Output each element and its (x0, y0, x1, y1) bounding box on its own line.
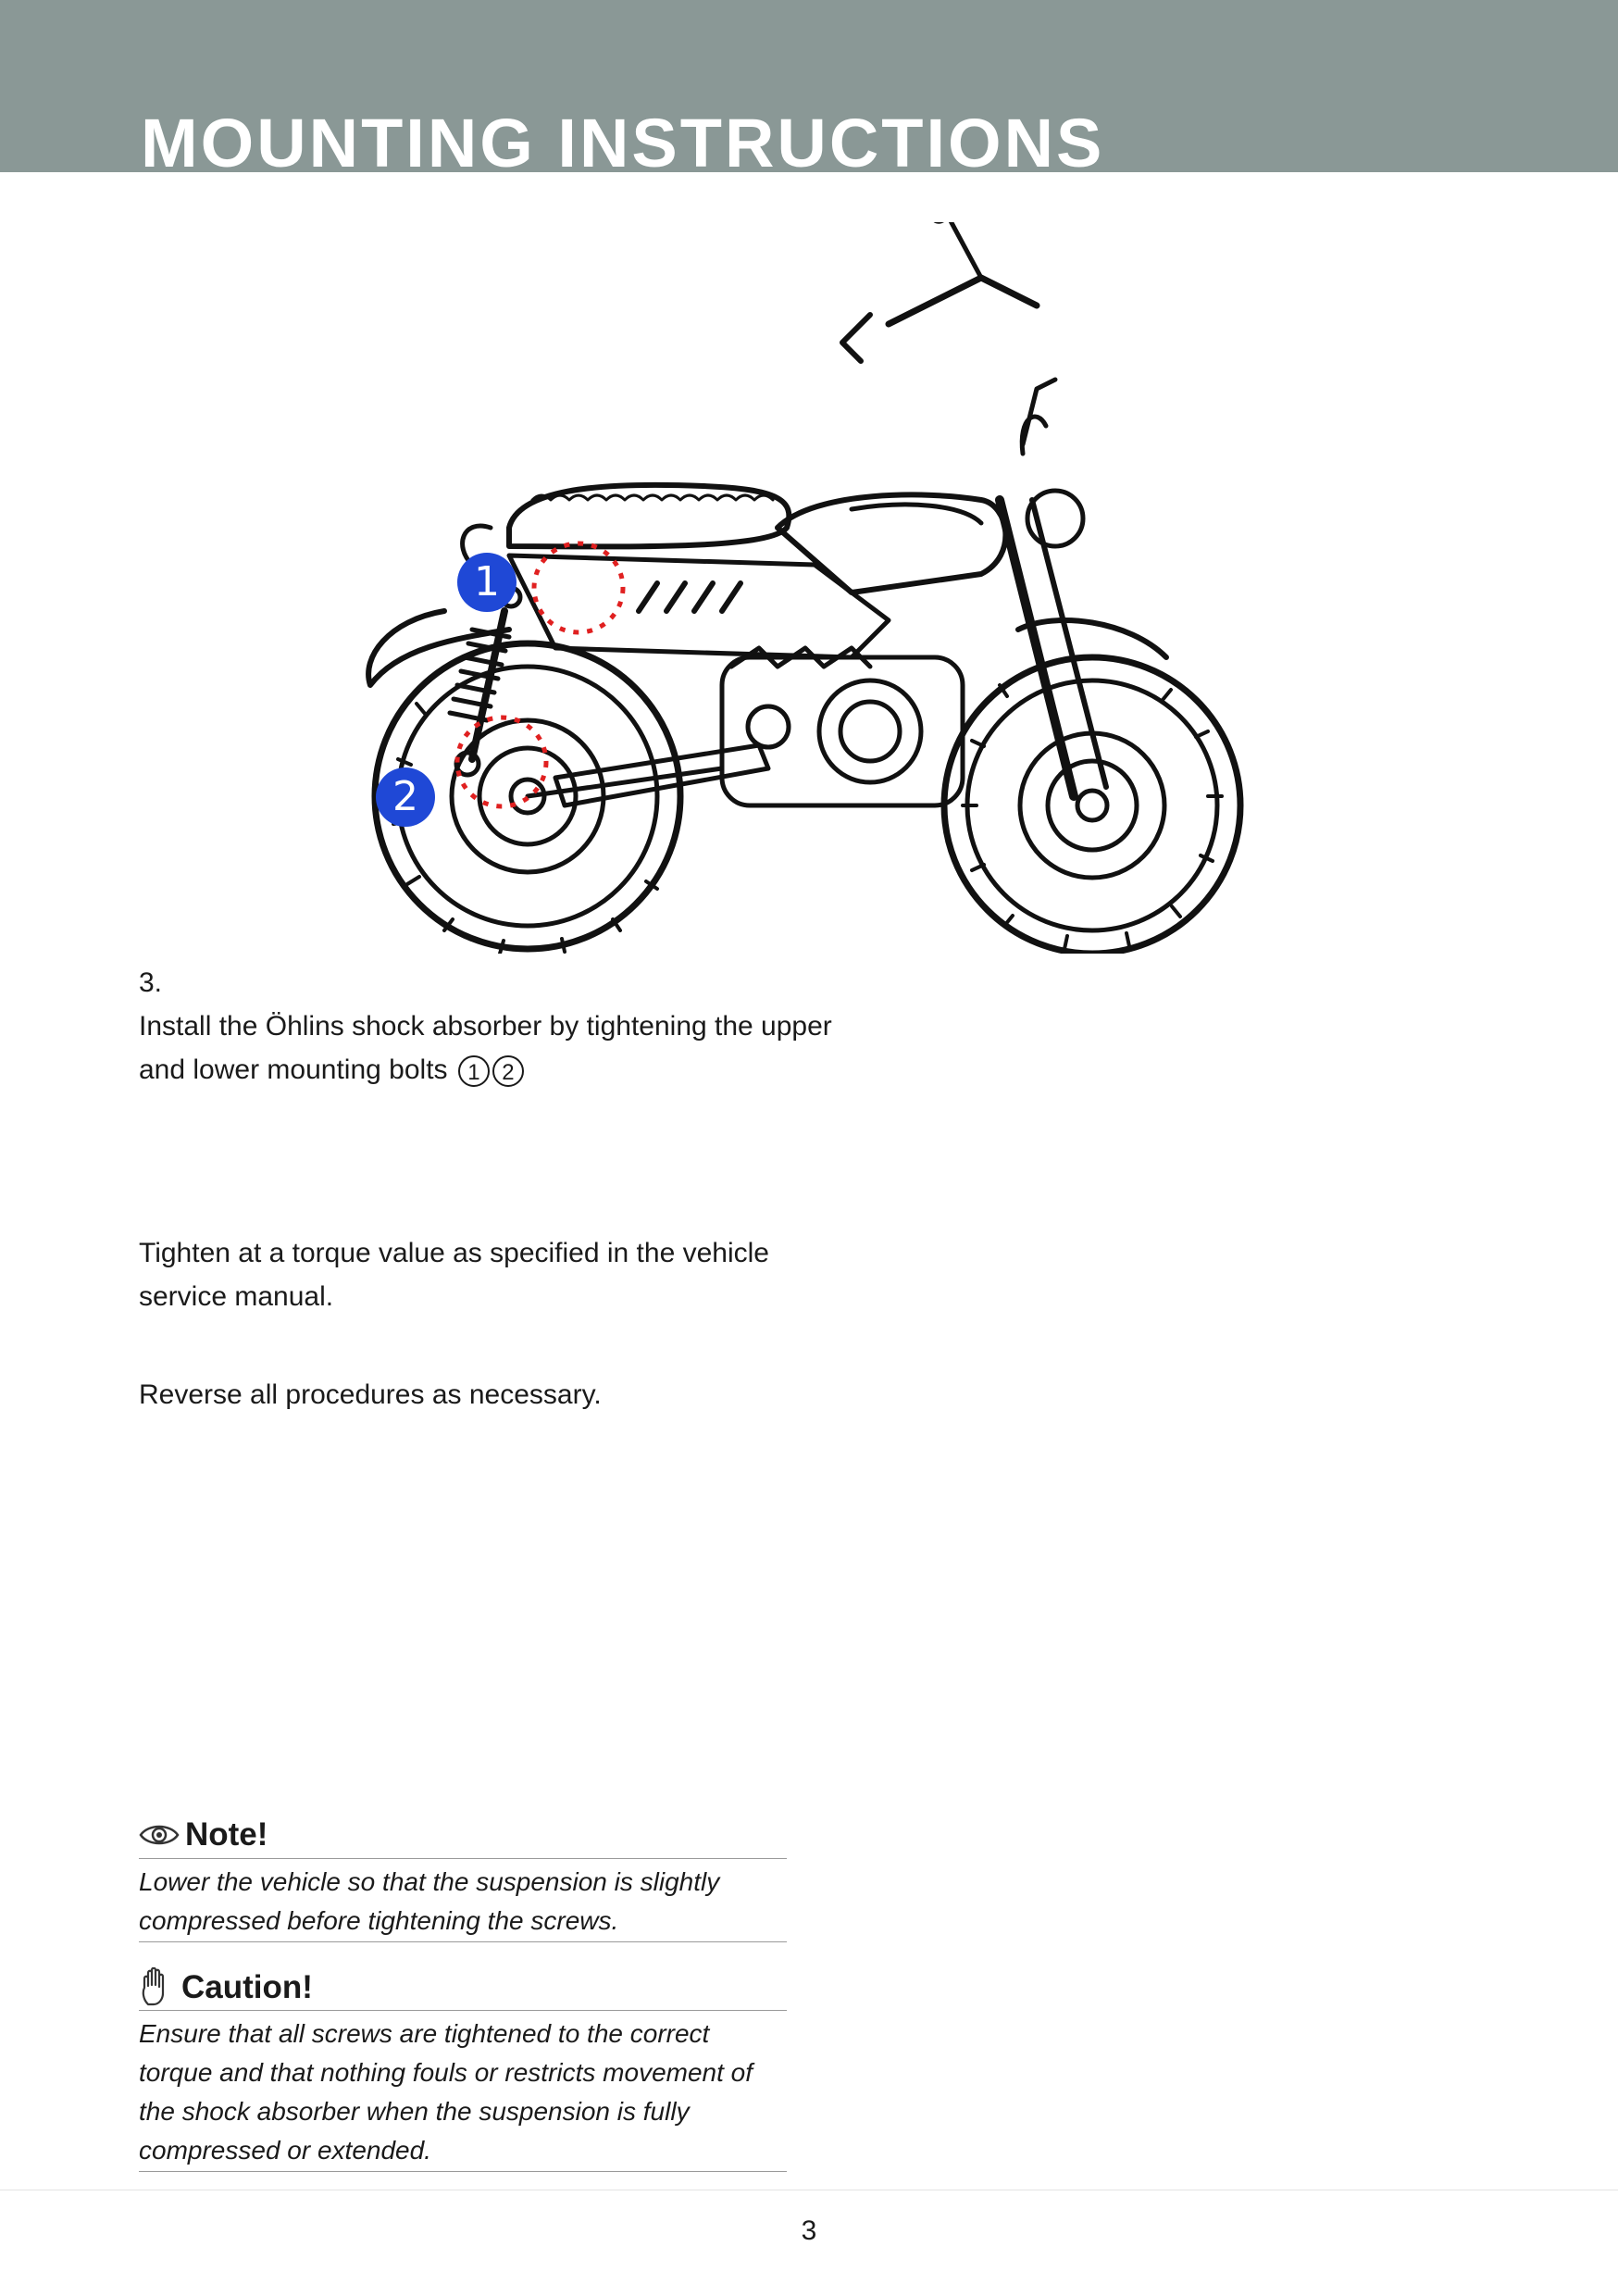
callout-1: 1 (457, 553, 517, 612)
caution-title: Caution! (181, 1969, 313, 2005)
note-top-rule (139, 1858, 787, 1859)
hand-icon (139, 1967, 176, 2008)
bolt-ref-2: 2 (492, 1055, 524, 1087)
bolt-ref-1: 1 (458, 1055, 490, 1087)
eye-icon (139, 1821, 180, 1849)
header-band (0, 0, 1618, 172)
callout-2: 2 (376, 767, 435, 827)
caution-top-rule (139, 2010, 787, 2011)
caution-text: Ensure that all screws are tightened to the correct torque and that nothing fouls or restricts movement of the shock absorber when the suspension is fully compressed or extended. (139, 2019, 753, 2165)
reverse-instruction: Reverse all procedures as necessary. (139, 1379, 602, 1410)
step-number: 3. (139, 967, 163, 998)
caution-heading (139, 1967, 313, 2008)
note-heading (139, 1816, 268, 1853)
page-title: MOUNTING INSTRUCTIONS (141, 105, 1105, 172)
page-number: 3 (801, 2215, 817, 2246)
note-title: Note! (185, 1816, 268, 1853)
note-text: Lower the vehicle so that the suspension is slightly compressed before tightening the screws. (139, 1867, 720, 1935)
note-bottom-rule (139, 1941, 787, 1942)
torque-instruction: Tighten at a torque value as specified in the vehicle service manual. (139, 1238, 769, 1312)
caution-bottom-rule (139, 2171, 787, 2172)
step-text (139, 1004, 842, 1092)
step-text-body: Install the Öhlins shock absorber by tightening the upper and lower mounting bolts (139, 1011, 832, 1085)
